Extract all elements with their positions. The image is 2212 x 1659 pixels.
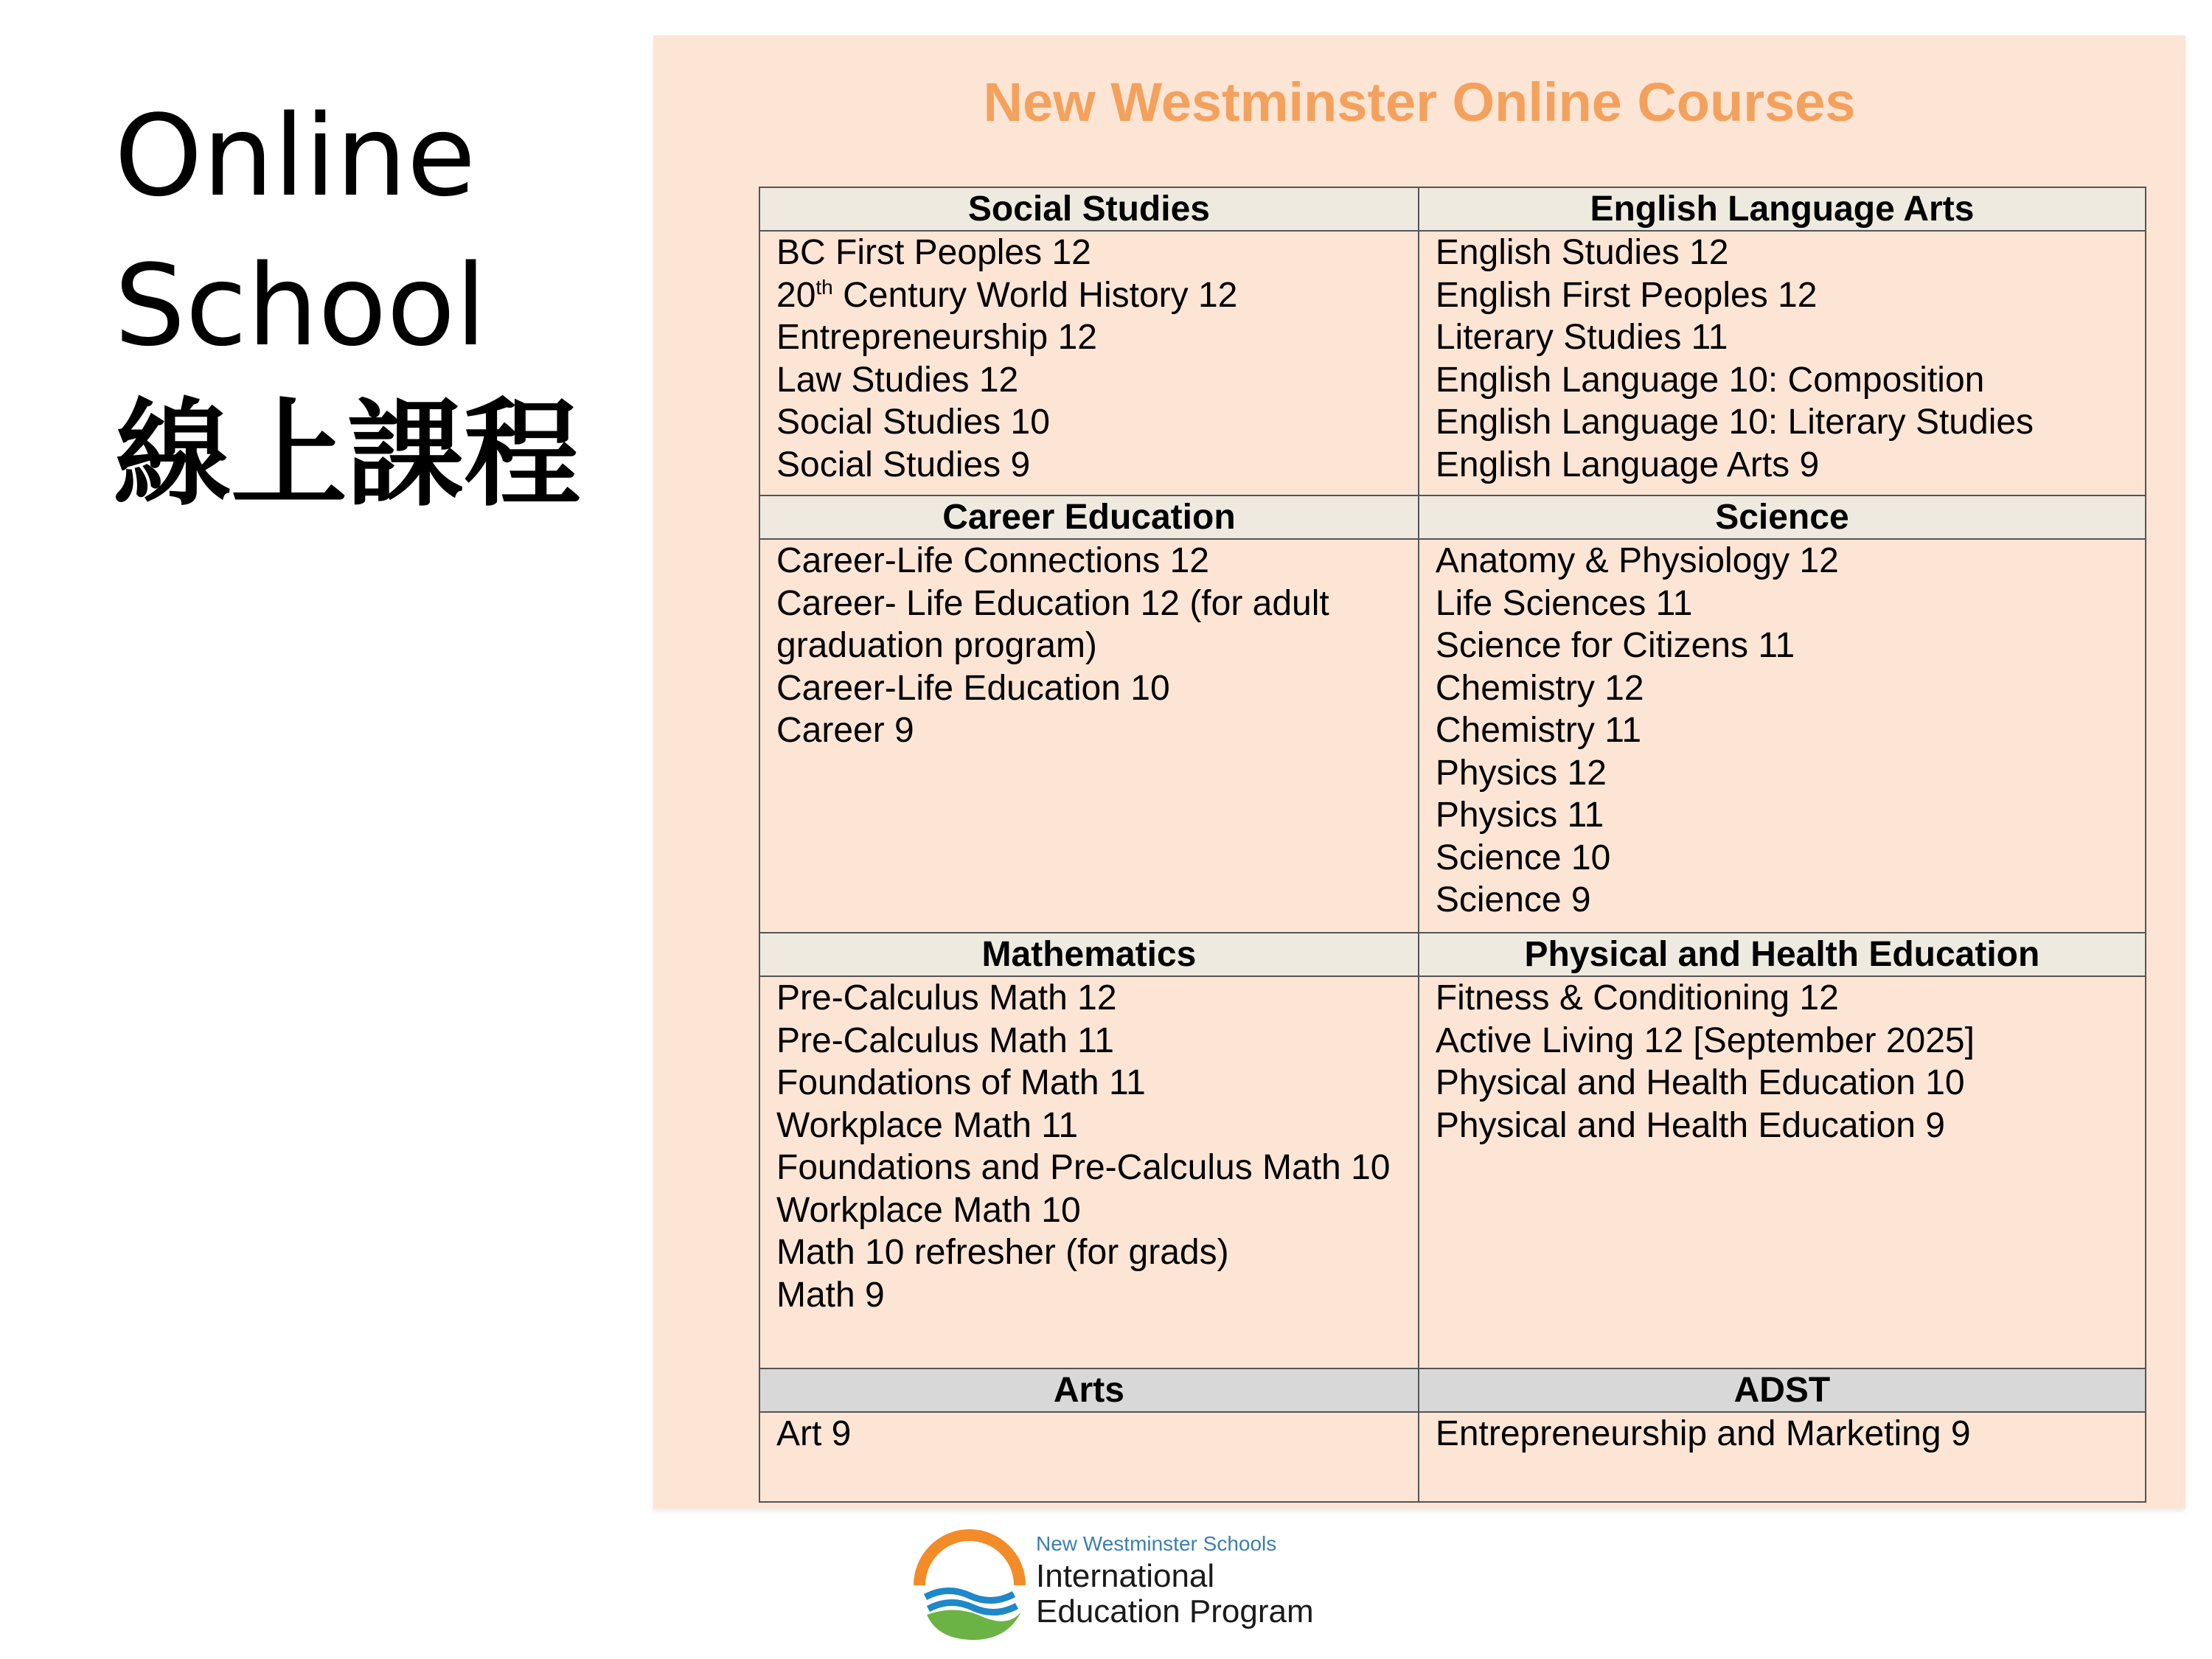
course-item: Social Studies 10 — [776, 403, 1050, 442]
section-header-row — [759, 495, 2146, 539]
course-list — [1419, 231, 2146, 495]
section-header-row — [759, 1368, 2146, 1412]
course-item: Physical and Health Education 10 — [1435, 1063, 1965, 1102]
course-item: Anatomy & Physiology 12 — [1435, 541, 1839, 580]
course-item: English Language Arts 9 — [1435, 445, 1820, 484]
logo-small-text: New Westminster Schools — [1036, 1532, 1277, 1555]
title-line-1: Online — [114, 91, 476, 221]
course-item: Workplace Math 10 — [776, 1190, 1081, 1230]
section-body-row — [759, 976, 2146, 1368]
course-item: Art 9 — [776, 1414, 852, 1453]
course-item: 20th Century World History 12 — [776, 275, 1238, 315]
ordinal-suffix: th — [815, 275, 833, 299]
course-item: Pre-Calculus Math 12 — [776, 978, 1117, 1018]
course-item: Physics 11 — [1435, 796, 1604, 835]
course-item: Workplace Math 11 — [776, 1105, 1079, 1145]
course-item: Fitness & Conditioning 12 — [1435, 978, 1839, 1018]
courses-panel — [653, 35, 2185, 1509]
course-item: Entrepreneurship 12 — [776, 318, 1097, 357]
course-item: Foundations of Math 11 — [776, 1063, 1146, 1102]
course-list — [1419, 539, 2146, 933]
course-item: Physics 12 — [1435, 753, 1607, 793]
course-item: Chemistry 12 — [1435, 668, 1644, 708]
program-logo — [911, 1517, 1324, 1643]
course-list — [759, 231, 1419, 495]
courses-heading: New Westminster Online Courses — [983, 72, 1856, 133]
section-body-row — [759, 1412, 2146, 1502]
section-header: Science — [1419, 495, 2146, 539]
course-item: Entrepreneurship and Marketing 9 — [1435, 1414, 1971, 1453]
course-item: Active Living 12 [September 2025] — [1435, 1020, 1975, 1060]
section-header: ADST — [1419, 1368, 2146, 1412]
section-header: Arts — [759, 1368, 1419, 1412]
course-item: Career-Life Connections 12 — [776, 541, 1209, 580]
section-body-row — [759, 539, 2146, 933]
course-item: Foundations and Pre-Calculus Math 10 — [776, 1148, 1391, 1187]
course-item: English Studies 12 — [1435, 233, 1729, 272]
page-title — [114, 81, 645, 530]
course-item: Life Sciences 11 — [1435, 583, 1693, 623]
section-header-row — [759, 187, 2146, 231]
title-line-2: School — [114, 240, 487, 371]
course-item: Literary Studies 11 — [1435, 318, 1728, 357]
course-item: Career 9 — [776, 711, 914, 750]
course-item: Science for Citizens 11 — [1435, 626, 1795, 665]
course-item: Social Studies 9 — [776, 445, 1031, 484]
course-item: English Language 10: Composition — [1435, 360, 1985, 400]
course-list — [1419, 1412, 2146, 1502]
logo-emblem-icon — [911, 1517, 1029, 1643]
course-item: Law Studies 12 — [776, 360, 1019, 400]
logo-line-1: International — [1036, 1558, 1215, 1594]
course-item: Career- Life Education 12 (for adult graduation program) — [776, 583, 1329, 665]
course-item: Science 10 — [1435, 838, 1611, 877]
section-header: Social Studies — [759, 187, 1419, 231]
course-item: Pre-Calculus Math 11 — [776, 1020, 1114, 1060]
section-header: Mathematics — [759, 933, 1419, 976]
course-item: Career-Life Education 10 — [776, 668, 1170, 708]
course-item: English First Peoples 12 — [1435, 275, 1818, 315]
section-header: English Language Arts — [1419, 187, 2146, 231]
course-list — [759, 1412, 1419, 1502]
course-item: BC First Peoples 12 — [776, 233, 1091, 272]
title-line-3: 線上課程 — [114, 387, 580, 523]
course-item: Math 10 refresher (for grads) — [776, 1233, 1229, 1272]
course-item: Science 9 — [1435, 880, 1591, 919]
logo-line-2: Education Program — [1036, 1593, 1314, 1630]
course-item: Physical and Health Education 9 — [1435, 1105, 1945, 1145]
section-header: Career Education — [759, 495, 1419, 539]
course-item: Chemistry 11 — [1435, 711, 1642, 750]
section-body-row — [759, 231, 2146, 495]
course-list — [1419, 976, 2146, 1368]
course-list — [759, 539, 1419, 933]
course-item: Math 9 — [776, 1275, 885, 1315]
course-item: English Language 10: Literary Studies — [1435, 403, 2034, 442]
course-list — [759, 976, 1419, 1368]
courses-table — [759, 187, 2146, 1503]
section-header: Physical and Health Education — [1419, 933, 2146, 976]
section-header-row — [759, 933, 2146, 976]
